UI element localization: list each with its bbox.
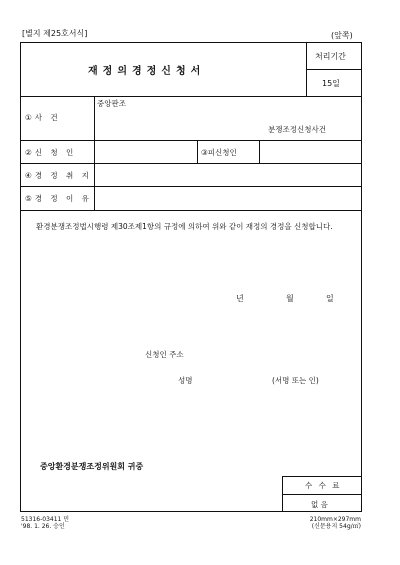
purpose-field[interactable] bbox=[96, 166, 360, 184]
form-number: [별지 제25호서식] bbox=[22, 29, 88, 38]
divider bbox=[20, 140, 362, 141]
footer-paper-type: (신문용지 54g/㎡) bbox=[311, 523, 361, 530]
footer-paper-size: 210mm×297mm bbox=[309, 516, 361, 523]
application-statement: 환경분쟁조정법시행령 제30조제1항의 규정에 의하여 위와 같이 재정의 경정을 신청합니다. bbox=[36, 222, 333, 231]
divider bbox=[197, 140, 198, 163]
form-title: 재정의경정신청서 bbox=[88, 66, 206, 77]
reason-label: ⑤경 정 이 유 bbox=[25, 194, 92, 203]
date-month-label: 월 bbox=[286, 294, 294, 303]
footer-approval bbox=[21, 516, 69, 530]
respondent-field[interactable] bbox=[261, 143, 360, 161]
divider bbox=[20, 96, 362, 97]
divider bbox=[20, 210, 362, 211]
divider bbox=[282, 476, 283, 512]
divider bbox=[20, 163, 362, 164]
respondent-label: ③피신청인 bbox=[201, 148, 237, 157]
date-day-label: 일 bbox=[326, 294, 334, 303]
fee-label: 수 수 료 bbox=[305, 481, 342, 490]
applicant-name-label: 성명 bbox=[178, 376, 193, 385]
divider bbox=[20, 186, 362, 187]
divider bbox=[282, 476, 362, 477]
applicant-address-label: 신청인 주소 bbox=[145, 350, 184, 359]
purpose-label: ④경 정 취 지 bbox=[25, 171, 92, 180]
case-text-line2: 분쟁조정신청사건 bbox=[268, 125, 326, 134]
divider bbox=[306, 69, 362, 70]
case-text-line1: 중앙판조 bbox=[97, 99, 126, 108]
processing-period-label: 처리기간 bbox=[315, 52, 346, 61]
divider bbox=[282, 494, 362, 495]
footer-code: 51316-03411 민 bbox=[21, 516, 70, 523]
signature-label: (서명 또는 인) bbox=[272, 376, 319, 385]
page-side-label: (앞쪽) bbox=[331, 31, 353, 40]
applicant-label: ②신 청 인 bbox=[25, 148, 77, 157]
footer-approval-date: '98. 1. 26. 승인 bbox=[21, 523, 65, 530]
fee-value: 없 음 bbox=[311, 500, 328, 509]
footer-paper-spec bbox=[299, 516, 361, 530]
divider bbox=[94, 96, 95, 210]
case-label: ①사 건 bbox=[25, 113, 61, 122]
processing-period-value: 15일 bbox=[322, 79, 340, 88]
date-year-label: 년 bbox=[236, 294, 244, 303]
divider bbox=[306, 42, 307, 96]
recipient-line: 중앙환경분쟁조정위원회 귀중 bbox=[40, 462, 144, 471]
divider bbox=[259, 140, 260, 163]
form-frame bbox=[20, 42, 362, 512]
applicant-field[interactable] bbox=[96, 143, 195, 161]
reason-field[interactable] bbox=[96, 189, 360, 208]
